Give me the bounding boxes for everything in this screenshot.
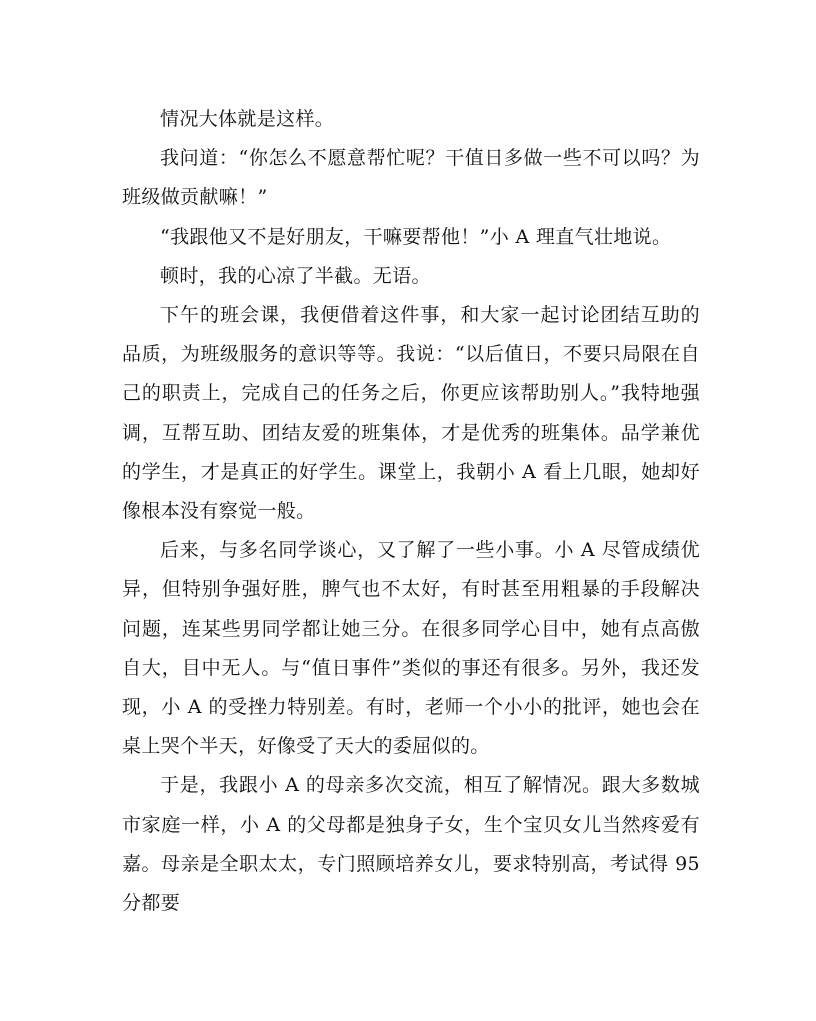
paragraph-3: “我跟他又不是好朋友，干嘛要帮他！”小 A 理直气壮地说。 <box>160 225 672 248</box>
document-body <box>122 100 700 923</box>
paragraph-6: 后来，与多名同学谈心，又了解了一些小事。小 A 尽管成绩优异，但特别争强好胜，脾气也不太好，有时甚至用粗暴的手段解决问题，连某些男同学都让她三分。在很多同学心目中，她有点高傲自大，目中无人。与“值日事件”类似的事还有很多。另外，我还发现，小 A 的受挫力特别差。有时，老师一个小小的批评，她也会在桌上哭个半天，好像受了天大的委屈似的。 <box>122 539 700 758</box>
paragraph-1: 情况大体就是这样。 <box>160 108 335 130</box>
paragraph-7: 于是，我跟小 A 的母亲多次交流，相互了解情况。跟大多数城市家庭一样，小 A 的父母都是独身子女，生个宝贝女儿当然疼爱有嘉。母亲是全职太太，专门照顾培养女儿，要求特别高，考试得 95 分都要 <box>122 774 700 915</box>
paragraph-4: 顿时，我的心凉了半截。无语。 <box>160 264 431 287</box>
paragraph-2: 我问道：“你怎么不愿意帮忙呢？干值日多做一些不可以吗？为班级做贡献嘛！” <box>122 147 700 209</box>
paragraph-5: 下午的班会课，我便借着这件事，和大家一起讨论团结互助的品质，为班级服务的意识等等。我说：“以后值日，不要只局限在自己的职责上，完成自己的任务之后，你更应该帮助别人。”我特地强调，互帮互助、团结友爱的班集体，才是优秀的班集体。品学兼优的学生，才是真正的好学生。课堂上，我朝小 A 看上几眼，她却好像根本没有察觉一般。 <box>122 304 700 523</box>
